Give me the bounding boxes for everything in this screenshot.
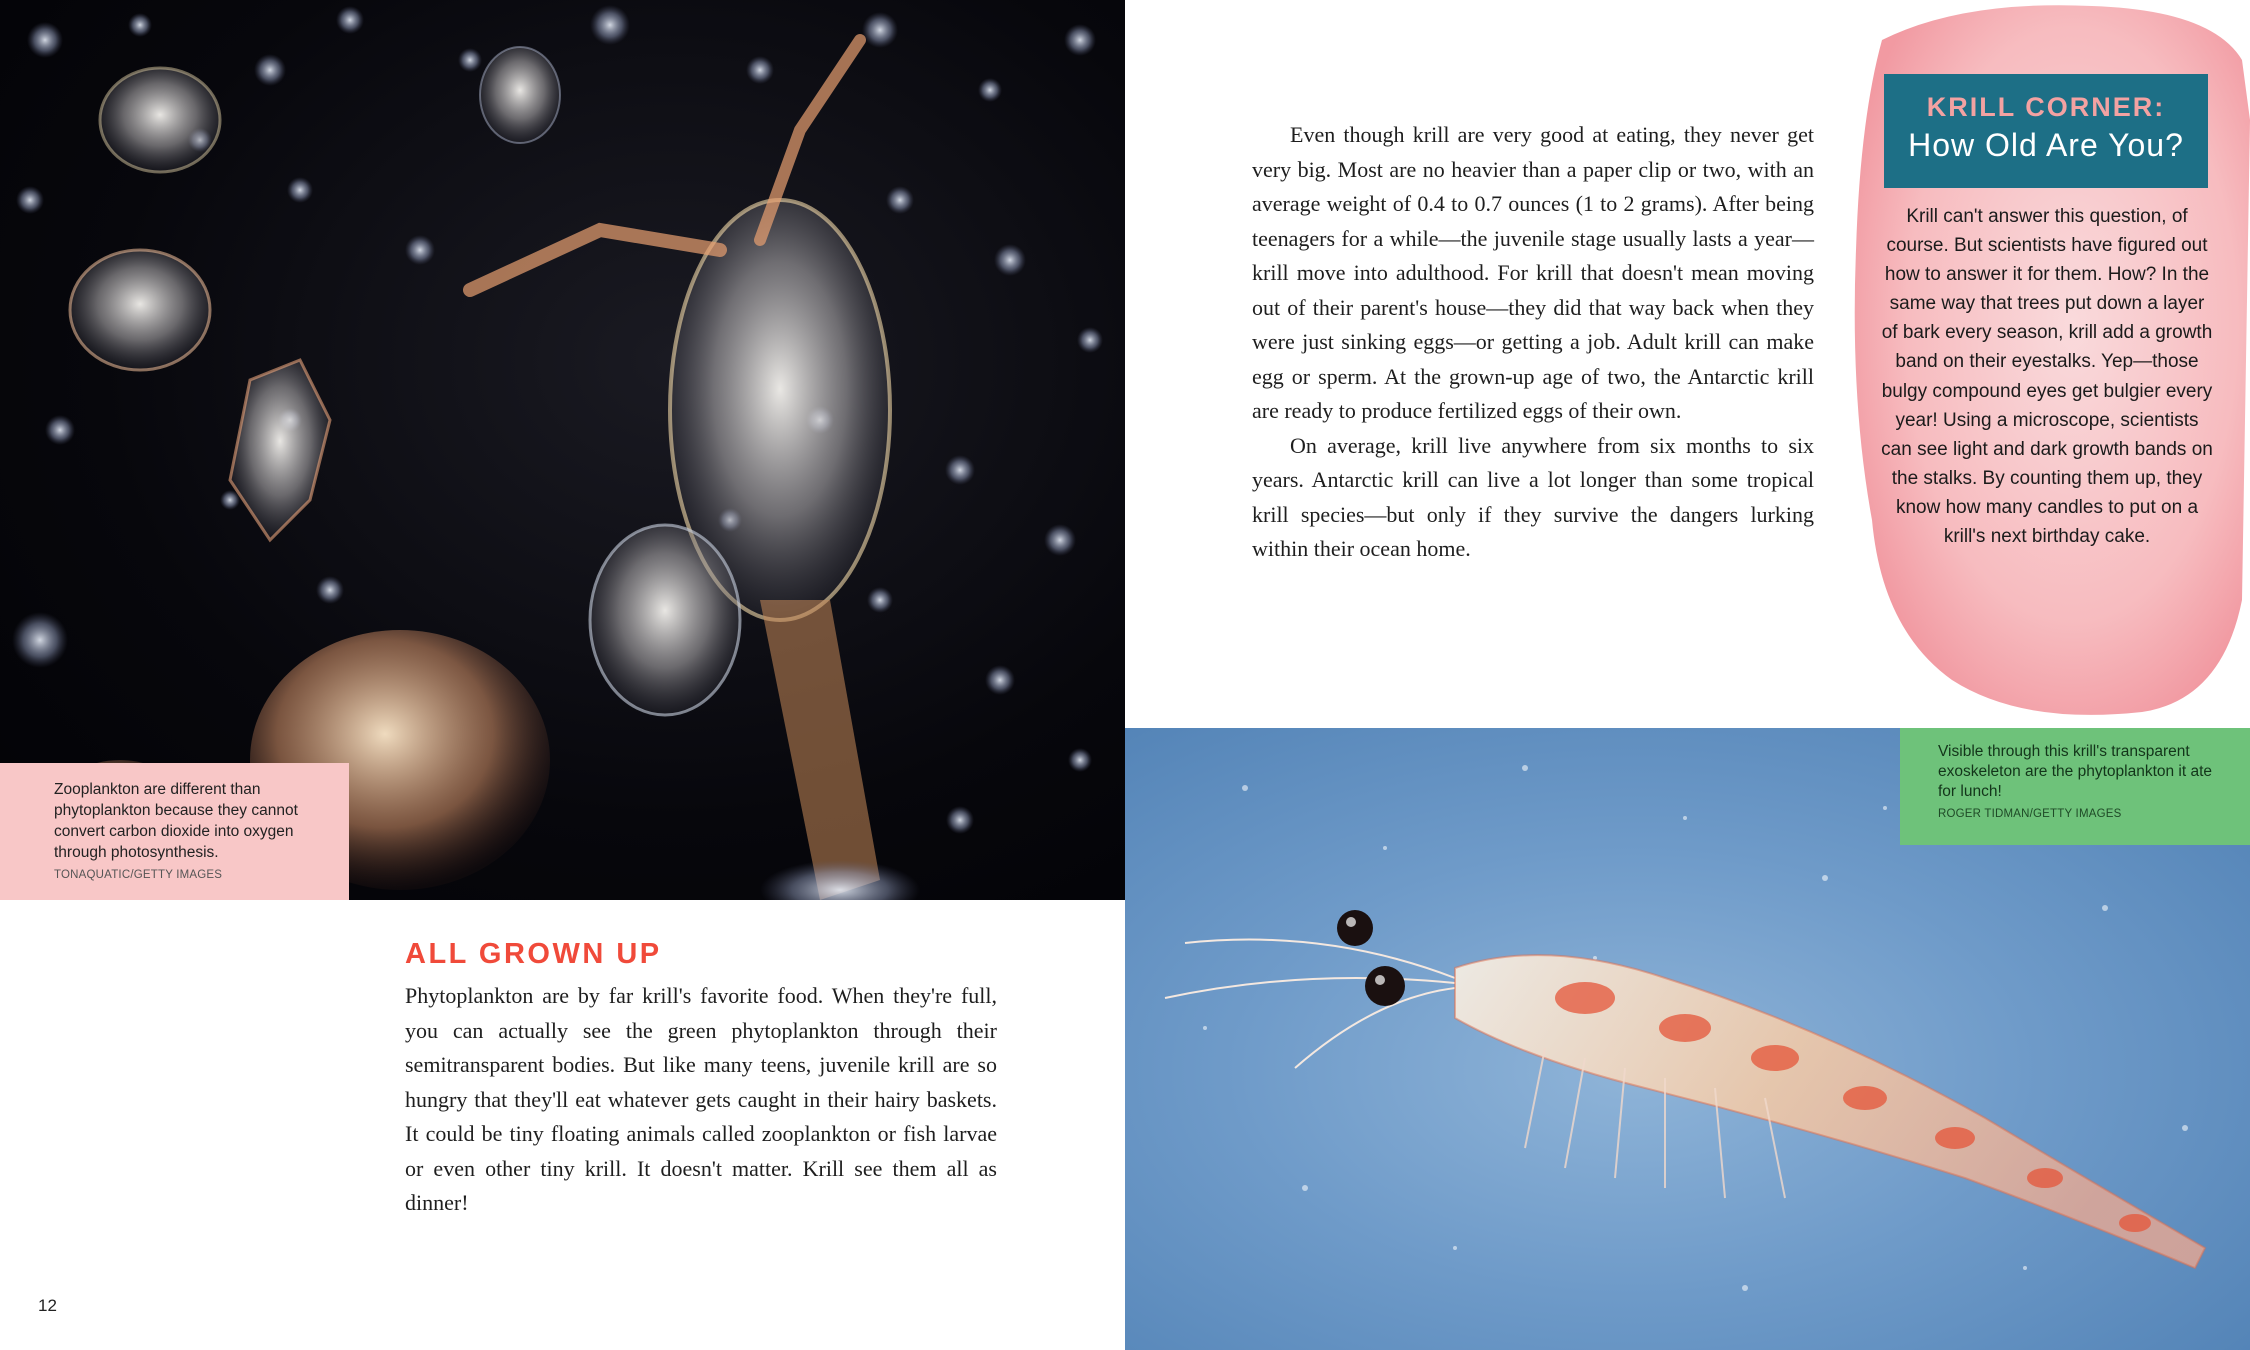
krill-caption-box — [1900, 728, 2250, 845]
section-body: Phytoplankton are by far krill's favorite food. When they're full, you can actually see the green phytoplankton through their semitransparent bodies. But like many teens, juvenile krill are so hungry that they'll eat whatever gets caught in their hairy baskets. It could be tiny floating animals called zooplankton or fish larvae or even other tiny krill. It doesn't matter. Krill see them all as dinner! — [405, 983, 997, 1215]
page-number: 12 — [38, 1296, 57, 1315]
sidebar-title-line2: How Old Are You? — [1908, 127, 2184, 163]
krill-photo-credit: ROGER TIDMAN/GETTY IMAGES — [1938, 808, 2122, 820]
article-text-top — [1252, 118, 1814, 567]
article-text-bottom — [405, 979, 997, 1221]
sidebar-title-box — [1884, 74, 2208, 188]
article-paragraph: Even though krill are very good at eating, they never get very big. Most are no heavier than a paper clip or two, with an average weight of 0.4 to 0.7 ounces (1 to 2 grams). After being teenagers for a while—the juvenile stage usually lasts a year—krill move into adulthood. For krill that doesn't mean moving out of their parent's house—they did that way back when they were just sinking eggs—or getting a job. Adult krill can make egg or sperm. At the grown-up age of two, the Antarctic krill are ready to produce fertilized eggs of their own. — [1252, 122, 1814, 423]
section-heading: ALL GROWN UP — [405, 938, 662, 970]
sidebar-title-line1: KRILL CORNER: — [1926, 92, 2166, 122]
zooplankton-caption-box — [0, 763, 349, 900]
krill-caption: Visible through this krill's transparent exoskeleton are the phytoplankton it ate for lunch! — [1938, 743, 2213, 800]
zooplankton-caption: Zooplankton are different than phytoplankton because they cannot convert carbon dioxide into oxygen through photosynthesis. — [54, 781, 298, 861]
article-paragraph: On average, krill live anywhere from six months to six years. Antarctic krill can live a lot longer than some tropical krill species—but only if they survive the dangers lurking within their ocean home. — [1252, 432, 1814, 561]
sidebar-body-text: Krill can't answer this question, of course. But scientists have figured out how to answer it for them. How? In the same way that trees put down a layer of bark every season, krill add a growth band on their eyestalks. Yep—those bulgy compound eyes get bulgier every year! Using a microscope, scientists can see light and dark growth bands on the stalks. By counting them up, they know how many candles to put on a krill's next birthday cake. — [1881, 206, 2213, 548]
zooplankton-photo-credit: TONAQUATIC/GETTY IMAGES — [54, 869, 223, 881]
